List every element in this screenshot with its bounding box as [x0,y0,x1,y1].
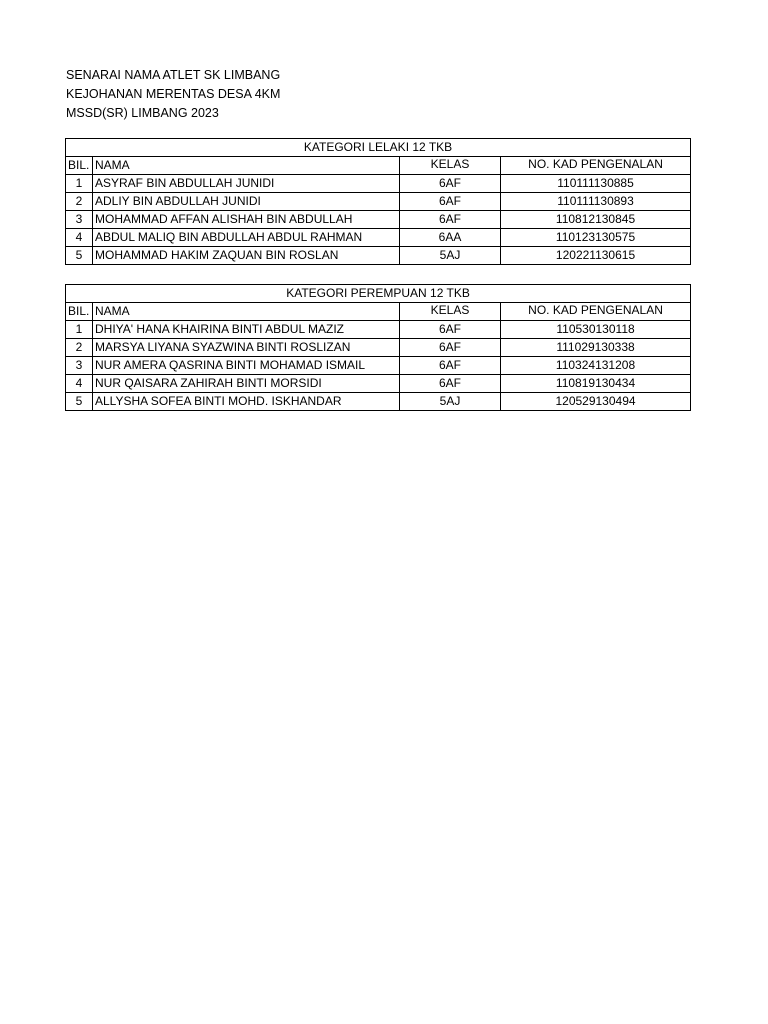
cell-kelas: 6AF [400,321,501,339]
cell-bil: 5 [66,247,93,265]
table-row [66,321,691,339]
cell-bil: 2 [66,339,93,357]
cell-kelas: 6AF [400,357,501,375]
cell-nama: MOHAMMAD AFFAN ALISHAH BIN ABDULLAH [93,211,400,229]
column-header-kelas: KELAS [400,157,501,175]
cell-bil: 1 [66,175,93,193]
cell-kelas: 5AJ [400,393,501,411]
cell-kelas: 6AF [400,211,501,229]
category-title: KATEGORI LELAKI 12 TKB [66,139,691,157]
column-header-row [66,157,691,175]
cell-kelas: 6AF [400,375,501,393]
cell-kad-pengenalan: 120529130494 [501,393,691,411]
column-header-bil: BIL. [66,303,93,321]
cell-kad-pengenalan: 110530130118 [501,321,691,339]
table-row [66,211,691,229]
cell-bil: 4 [66,229,93,247]
cell-kelas: 5AJ [400,247,501,265]
cell-kelas: 6AF [400,175,501,193]
column-header-row [66,303,691,321]
cell-kelas: 6AA [400,229,501,247]
cell-kad-pengenalan: 120221130615 [501,247,691,265]
table-title-row [66,139,691,157]
column-header-ic: NO. KAD PENGENALAN [501,303,691,321]
cell-kad-pengenalan: 110324131208 [501,357,691,375]
table-body [66,175,691,265]
cell-bil: 4 [66,375,93,393]
table-row [66,357,691,375]
cell-nama: NUR AMERA QASRINA BINTI MOHAMAD ISMAIL [93,357,400,375]
table-row [66,393,691,411]
category-title: KATEGORI PEREMPUAN 12 TKB [66,285,691,303]
cell-kelas: 6AF [400,193,501,211]
cell-kad-pengenalan: 110111130893 [501,193,691,211]
table-row [66,193,691,211]
table-row [66,247,691,265]
document-header [66,66,280,123]
header-line-competition: MSSD(SR) LIMBANG 2023 [66,106,219,120]
column-header-ic: NO. KAD PENGENALAN [501,157,691,175]
cell-bil: 5 [66,393,93,411]
cell-bil: 3 [66,357,93,375]
table-row [66,175,691,193]
cell-kad-pengenalan: 110812130845 [501,211,691,229]
table-body [66,321,691,411]
header-line-school: SENARAI NAMA ATLET SK LIMBANG [66,68,281,82]
cell-kad-pengenalan: 110111130885 [501,175,691,193]
column-header-kelas: KELAS [400,303,501,321]
cell-kad-pengenalan: 110819130434 [501,375,691,393]
cell-kad-pengenalan: 111029130338 [501,339,691,357]
column-header-nama: NAMA [93,157,400,175]
column-header-nama: NAMA [93,303,400,321]
table-kategori-lelaki [65,138,691,265]
table-row [66,229,691,247]
table-title-row [66,285,691,303]
cell-bil: 3 [66,211,93,229]
cell-nama: NUR QAISARA ZAHIRAH BINTI MORSIDI [93,375,400,393]
table-row [66,339,691,357]
cell-kad-pengenalan: 110123130575 [501,229,691,247]
cell-bil: 1 [66,321,93,339]
column-header-bil: BIL. [66,157,93,175]
cell-nama: ASYRAF BIN ABDULLAH JUNIDI [93,175,400,193]
table-kategori-perempuan [65,284,691,411]
header-line-event: KEJOHANAN MERENTAS DESA 4KM [66,87,281,101]
cell-nama: MARSYA LIYANA SYAZWINA BINTI ROSLIZAN [93,339,400,357]
cell-nama: ALLYSHA SOFEA BINTI MOHD. ISKHANDAR [93,393,400,411]
cell-bil: 2 [66,193,93,211]
cell-nama: ABDUL MALIQ BIN ABDULLAH ABDUL RAHMAN [93,229,400,247]
table-row [66,375,691,393]
cell-nama: MOHAMMAD HAKIM ZAQUAN BIN ROSLAN [93,247,400,265]
cell-nama: DHIYA' HANA KHAIRINA BINTI ABDUL MAZIZ [93,321,400,339]
cell-nama: ADLIY BIN ABDULLAH JUNIDI [93,193,400,211]
cell-kelas: 6AF [400,339,501,357]
